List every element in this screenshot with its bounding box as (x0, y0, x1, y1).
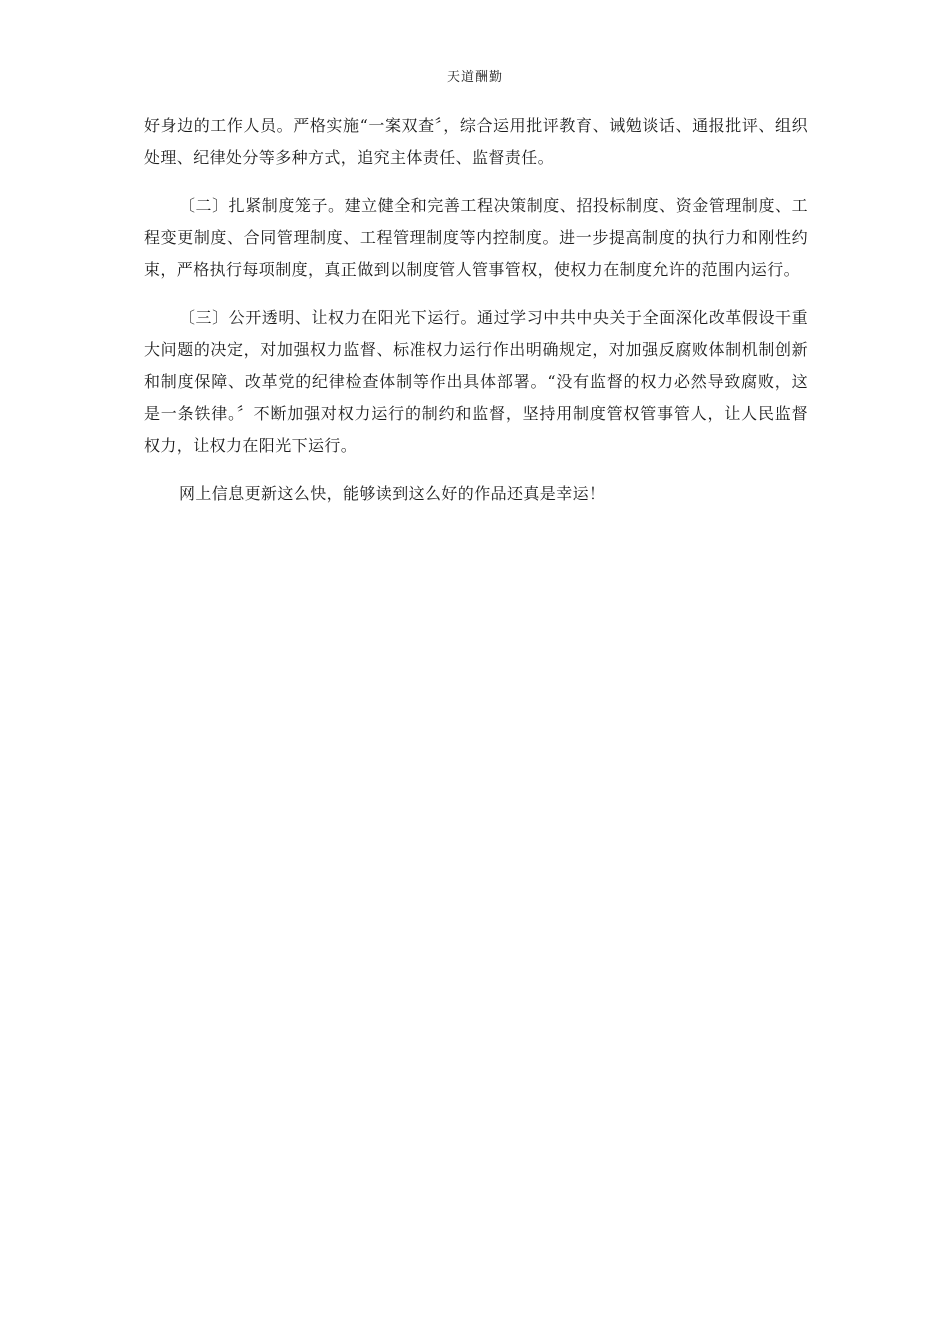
paragraph-closing: 网上信息更新这么快，能够读到这么好的作品还真是幸运！ (179, 484, 606, 503)
paragraph-continuation: 好身边的工作人员。严格实施“一案双查〞，综合运用批评教育、诫勉谈话、通报批评、组织处理、纪律处分等多种方式，追究主体责任、监督责任。 (144, 116, 808, 167)
document-body (144, 110, 808, 526)
paragraph-section-3: 〔三〕公开透明、让权力在阳光下运行。通过学习中共中央关于全面深化改革假设干重大问题的决定，对加强权力监督、标准权力运行作出明确规定，对加强反腐败体制机制创新和制度保障、改革党的纪律检查体制等作出具体部署。“没有监督的权力必然导致腐败，这是一条铁律。〞不断加强对权力运行的制约和监督，坚持用制度管权管事管人，让人民监督权力，让权力在阳光下运行。 (144, 308, 808, 455)
page-header: 天道酬勤 (446, 70, 503, 85)
paragraph-section-2: 〔二〕扎紧制度笼子。建立健全和完善工程决策制度、招投标制度、资金管理制度、工程变更制度、合同管理制度、工程管理制度等内控制度。进一步提高制度的执行力和刚性约束，严格执行每项制度，真正做到以制度管人管事管权，使权力在制度允许的范围内运行。 (144, 196, 808, 279)
